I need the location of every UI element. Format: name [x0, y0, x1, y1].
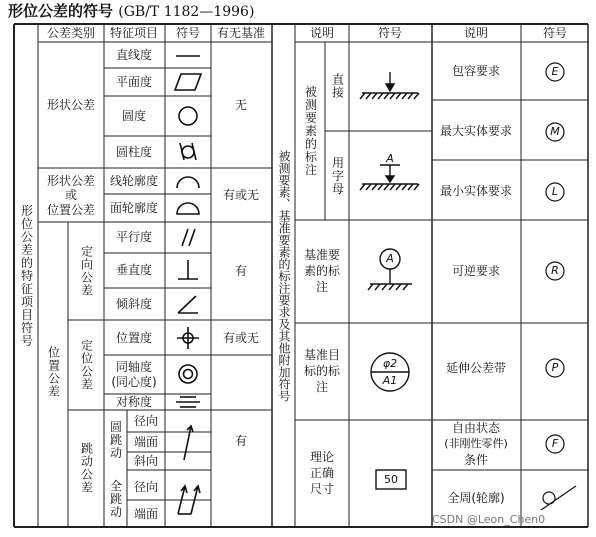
letter-marking-icon — [360, 165, 419, 190]
measured-direct: 直接 — [330, 73, 345, 99]
datum-maybe-position: 有或无 — [222, 331, 260, 345]
req-lmc: 最小实体要求 — [439, 184, 513, 198]
feature-straightness: 直线度 — [115, 48, 153, 62]
feature-parallelism: 平行度 — [115, 230, 153, 244]
datum-marking-label: 基准要素的标注 — [303, 248, 340, 294]
category-location: 定位公差 — [79, 339, 94, 391]
req-projected: 延伸公差带 — [445, 361, 507, 375]
header-datum: 有无基准 — [216, 26, 266, 40]
free-state-letter: F — [551, 437, 559, 450]
envelope-letter: E — [551, 65, 559, 78]
category-total-runout: 全跳动 — [108, 479, 123, 519]
feature-symmetry: 对称度 — [115, 395, 153, 409]
parallelism-icon — [182, 229, 195, 246]
feature-total-face: 端面 — [133, 507, 159, 521]
feature-radial: 径向 — [133, 414, 159, 428]
datum-circle-letter: A — [386, 252, 394, 265]
category-form: 形状公差 — [46, 98, 96, 112]
feature-total-radial: 径向 — [133, 480, 159, 494]
category-profile-3: 位置公差 — [46, 203, 96, 217]
header-symbol: 符号 — [175, 26, 201, 40]
circular-runout-icon — [184, 426, 193, 460]
title-text: 形位公差的符号 — [8, 2, 114, 20]
target-name-text: A1 — [382, 374, 398, 387]
req-envelope: 包容要求 — [451, 64, 501, 78]
direct-marking-icon — [360, 72, 419, 99]
feature-roundness: 圆度 — [121, 109, 147, 123]
datum-letter-a: A — [386, 152, 394, 165]
feature-surface-profile: 面轮廓度 — [109, 201, 159, 215]
concentricity-icon — [179, 365, 197, 383]
feature-concentricity: (同心度) — [111, 375, 157, 389]
line-profile-icon — [177, 177, 199, 188]
req-all-around: 全周(轮廓) — [447, 491, 505, 505]
req-free-state-1: 自由状态 — [451, 421, 501, 435]
feature-oblique: 斜向 — [133, 454, 159, 468]
roundness-icon — [179, 107, 197, 125]
lmc-letter: L — [551, 185, 559, 198]
datum-has-runout: 有 — [234, 434, 248, 448]
feature-cylindricity: 圆柱度 — [115, 145, 153, 159]
category-profile-1: 形状公差 — [46, 174, 96, 188]
header-symbol-middle: 符号 — [377, 26, 403, 40]
theoretical-dimension-label: 理论正确尺寸 — [309, 450, 334, 496]
feature-line-profile: 线轮廓度 — [109, 174, 159, 188]
watermark: CSDN @Leon_Chen0 — [432, 513, 546, 526]
middle-group-label: 被测要素、基准要素的标注要求及其他附加符号 — [277, 150, 291, 402]
perpendicularity-icon — [178, 260, 198, 279]
category-position: 位置公差 — [46, 346, 61, 398]
datum-maybe-profile: 有或无 — [222, 188, 260, 202]
measured-group-label: 被测要素的标注 — [303, 85, 318, 177]
category-circular-runout: 圆跳动 — [108, 420, 123, 460]
feature-face: 端面 — [133, 435, 159, 449]
basic-dimension-value: 50 — [384, 473, 398, 486]
header-symbol-right: 符号 — [542, 26, 568, 40]
projected-letter: P — [551, 361, 559, 374]
datum-has-orientation: 有 — [234, 264, 248, 278]
req-free-state-3: 条件 — [463, 453, 489, 467]
feature-angularity: 倾斜度 — [115, 297, 153, 311]
feature-flatness: 平面度 — [115, 75, 153, 89]
angularity-icon — [178, 296, 198, 313]
surface-profile-icon — [177, 203, 199, 214]
category-runout: 跳动公差 — [79, 442, 94, 494]
flatness-icon — [175, 74, 201, 90]
all-around-icon — [541, 486, 576, 510]
datum-target-label: 基准目标的标注 — [303, 348, 340, 394]
feature-position: 位置度 — [115, 331, 153, 345]
header-desc-right: 说明 — [463, 26, 489, 40]
feature-coaxiality: 同轴度 — [115, 360, 153, 374]
header-desc-middle: 说明 — [309, 26, 335, 40]
cylindricity-icon — [180, 143, 196, 160]
datum-none: 无 — [234, 98, 248, 112]
category-profile-2: 或 — [64, 188, 78, 202]
header-category: 公差类别 — [46, 26, 96, 40]
position-icon — [177, 327, 199, 349]
reversible-letter: R — [551, 264, 559, 277]
left-group-label: 形位公差的特征项目符号 — [19, 204, 34, 348]
req-reversible: 可逆要求 — [451, 264, 501, 278]
header-feature: 特征项目 — [109, 26, 159, 40]
measured-letter: 用字母 — [330, 156, 345, 196]
req-free-state-2: (非刚性零件) — [444, 437, 508, 450]
category-orientation: 定向公差 — [79, 245, 94, 297]
feature-perpendicularity: 垂直度 — [115, 263, 153, 277]
mmc-letter: M — [550, 125, 560, 138]
standard-code: (GB/T 1182—1996) — [118, 4, 255, 20]
req-mmc: 最大实体要求 — [439, 124, 513, 138]
target-size-text: φ2 — [382, 357, 398, 370]
symmetry-icon — [176, 397, 200, 407]
